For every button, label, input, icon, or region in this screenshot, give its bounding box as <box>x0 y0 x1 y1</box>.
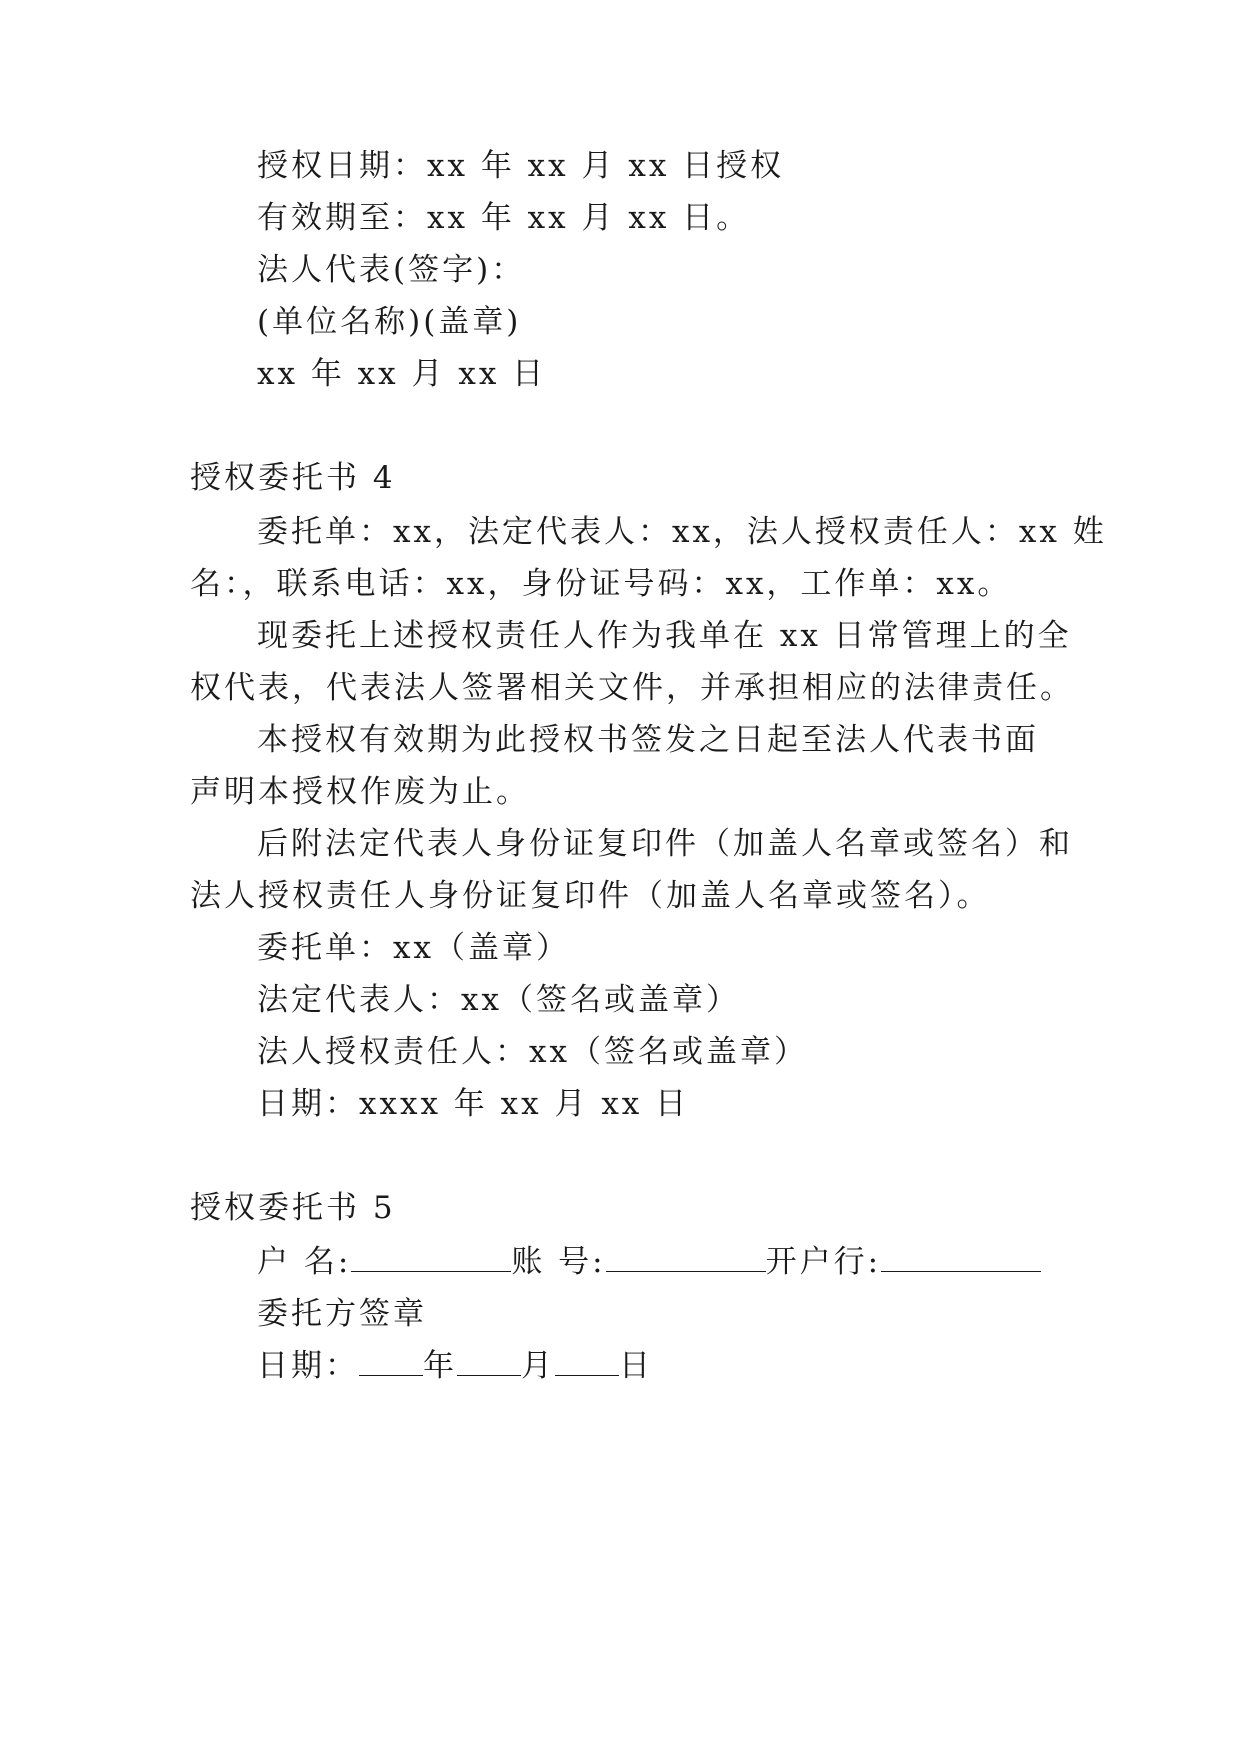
section4-p2-line1: 现委托上述授权责任人作为我单在 xx 日常管理上的全 <box>257 618 1072 654</box>
account-name-label: 户 名: <box>257 1244 352 1280</box>
section4-p4-line2: 法人授权责任人身份证复印件（加盖人名章或签名）。 <box>190 878 991 914</box>
section4-title: 授权委托书 4 <box>190 460 396 496</box>
month-blank[interactable] <box>457 1347 521 1376</box>
account-name-blank[interactable] <box>351 1243 511 1272</box>
year-blank[interactable] <box>359 1347 423 1376</box>
bank-label: 开户行: <box>765 1244 882 1280</box>
legal-rep-signature: 法人代表(签字)： <box>257 252 526 288</box>
section4-p3-line2: 声明本授权作废为止。 <box>190 774 530 810</box>
unit-seal: (单位名称)(盖章) <box>257 304 522 340</box>
account-no-blank[interactable] <box>606 1243 766 1272</box>
date-label: 日期： <box>257 1348 359 1384</box>
section5-title: 授权委托书 5 <box>190 1190 396 1226</box>
bank-blank[interactable] <box>881 1243 1041 1272</box>
principal-signature: 委托方签章 <box>257 1296 427 1332</box>
account-no-label: 账 号: <box>511 1244 606 1280</box>
account-info-row <box>257 1242 1117 1282</box>
section4-p2-line2: 权代表，代表法人签署相关文件，并承担相应的法律责任。 <box>190 670 1074 706</box>
section4-legal-rep: 法定代表人：xx（签名或盖章） <box>257 982 740 1018</box>
day-label: 日 <box>619 1348 653 1384</box>
section3-date: xx 年 xx 月 xx 日 <box>257 356 547 392</box>
valid-until: 有效期至：xx 年 xx 月 xx 日。 <box>257 200 751 236</box>
year-label: 年 <box>423 1348 457 1384</box>
section4-p4-line1: 后附法定代表人身份证复印件（加盖人名章或签名）和 <box>257 826 1073 862</box>
auth-date: 授权日期：xx 年 xx 月 xx 日授权 <box>257 148 785 184</box>
section4-p3-line1: 本授权有效期为此授权书签发之日起至法人代表书面 <box>257 722 1039 758</box>
month-label: 月 <box>521 1348 555 1384</box>
section4-principal: 委托单：xx（盖章） <box>257 930 570 966</box>
day-blank[interactable] <box>555 1347 619 1376</box>
section4-p1-line2: 名：，联系电话：xx，身份证号码：xx，工作单：xx。 <box>190 566 1012 602</box>
section5-date-row <box>257 1346 1117 1386</box>
section4-authorized-person: 法人授权责任人：xx（签名或盖章） <box>257 1034 808 1070</box>
section4-p1-line1: 委托单：xx，法定代表人：xx，法人授权责任人：xx 姓 <box>257 514 1107 550</box>
section4-date: 日期：xxxx 年 xx 月 xx 日 <box>257 1086 690 1122</box>
